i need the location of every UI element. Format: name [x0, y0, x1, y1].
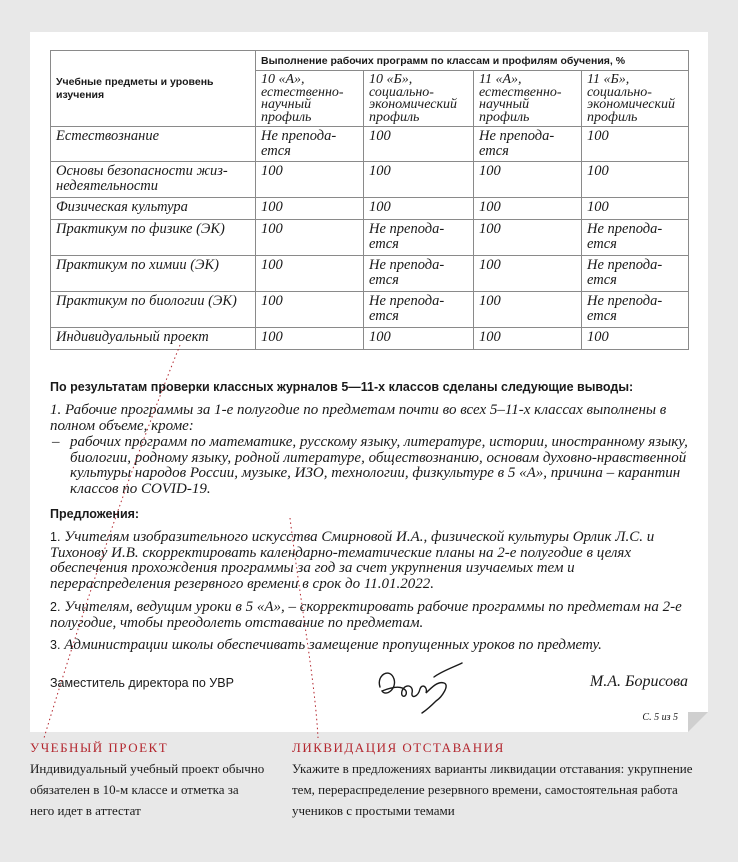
value-cell: Не препода-ется [364, 292, 474, 328]
note-body-backlog: Укажите в предложениях варианты ликвидации отставания: укрупнение тем, перераспределение резервного времени, самостоятельная работа учеников с простыми темами [292, 761, 693, 818]
subject-cell: Естествознание [51, 127, 256, 162]
value-cell: Не препода-ется [582, 220, 689, 256]
table-row [51, 162, 689, 198]
proposal-text: Учителям изобразительного искусства Смирновой И.А., физической культуры Орлик Л.С. и Тихонову И.В. скорректировать календарно-тематические планы на 2-е полугодие в целях обеспечения прохождения программы за год за счет укрупнения изучаемых тем и перераспределения резервного времени в срок до 11.01.2022. [50, 529, 655, 592]
conclusion-subitem-text: рабочих программ по математике, русскому языку, литературе, истории, иностранному языку, биологии, родному языку, родной литературе, обществознанию, основам духовно-нравственной культуры народов России, музыке, ИЗО, технологии, физкультуре в 5 «А», причина – карантин классов по COVID-19. [70, 434, 688, 497]
value-cell: 100 [256, 256, 364, 292]
document-sheet [30, 32, 708, 732]
value-cell: 100 [364, 162, 474, 198]
header-subject: Учебные предметы и уровень изучения [51, 51, 256, 127]
header-group: Выполнение рабочих программ по классам и профилям обучения, % [256, 51, 689, 71]
value-cell: 100 [256, 328, 364, 350]
conclusions-heading: По результатам проверки классных журналов 5—11-х классов сделаны следующие выводы: [50, 380, 634, 394]
value-cell: Не препода-ется [582, 256, 689, 292]
value-cell: 100 [364, 127, 474, 162]
value-cell: 100 [474, 220, 582, 256]
value-cell: 100 [364, 198, 474, 220]
value-cell: 100 [474, 256, 582, 292]
table-row [51, 220, 689, 256]
proposal-item [50, 530, 690, 592]
page-number: С. 5 из 5 [642, 712, 678, 723]
proposal-number: 2. [50, 600, 61, 614]
value-cell: Не препода-ется [256, 127, 364, 162]
value-cell: 100 [474, 162, 582, 198]
table-row [51, 328, 689, 350]
table-row [51, 292, 689, 328]
column-header: 10 «Б», социально-экономический профиль [364, 71, 474, 127]
proposal-number: 1. [50, 530, 61, 544]
note-body-project: Индивидуальный учебный проект обычно обязателен в 10-м классе и отметка за него идет в аттестат [30, 761, 265, 818]
column-header: 10 «А», естественно-научный профиль [256, 71, 364, 127]
value-cell: 100 [582, 127, 689, 162]
handwritten-signature [372, 657, 472, 717]
value-cell: 100 [256, 198, 364, 220]
signer-position: Заместитель директора по УВР [50, 676, 234, 690]
table-row [51, 256, 689, 292]
value-cell: 100 [582, 162, 689, 198]
proposal-item [50, 638, 690, 654]
value-cell: 100 [474, 198, 582, 220]
note-title-project: УЧЕБНЫЙ ПРОЕКТ [30, 740, 169, 755]
value-cell: 100 [364, 328, 474, 350]
table-row [51, 127, 689, 162]
value-cell: 100 [474, 328, 582, 350]
subject-cell: Основы безопасности жиз-недеятельности [51, 162, 256, 198]
proposal-item [50, 600, 690, 631]
note-title-backlog: ЛИКВИДАЦИЯ ОТСТАВАНИЯ [292, 740, 505, 755]
page-fold-corner [688, 712, 708, 732]
signer-name: М.А. Борисова [589, 673, 688, 690]
proposal-text: Учителям, ведущим уроки в 5 «А», – скорректировать рабочие программы по предметам на 2-е полугодие, чтобы преодолеть отставание по предметам. [50, 599, 682, 631]
value-cell: Не препода-ется [364, 220, 474, 256]
results-table [50, 50, 689, 350]
value-cell: Не препода-ется [582, 292, 689, 328]
proposal-text: Администрации школы обеспечивать замещение пропущенных уроков по предмету. [64, 637, 602, 653]
column-header: 11 «Б», социально-экономический профиль [582, 71, 689, 127]
column-header: 11 «А», естественно-научный профиль [474, 71, 582, 127]
value-cell: 100 [256, 162, 364, 198]
value-cell: 100 [474, 292, 582, 328]
value-cell: 100 [582, 328, 689, 350]
subject-cell: Индивидуальный проект [51, 328, 256, 350]
value-cell: Не препода-ется [364, 256, 474, 292]
value-cell: 100 [256, 220, 364, 256]
value-cell: Не препода-ется [474, 127, 582, 162]
value-cell: 100 [256, 292, 364, 328]
proposals-heading: Предложения: [50, 507, 140, 521]
value-cell: 100 [582, 198, 689, 220]
dash-marker: – [52, 434, 60, 450]
conclusion-subitem [50, 435, 710, 497]
table-row [51, 198, 689, 220]
proposal-number: 3. [50, 638, 61, 652]
subject-cell: Практикум по химии (ЭК) [51, 256, 256, 292]
subject-cell: Практикум по физике (ЭК) [51, 220, 256, 256]
subject-cell: Физическая культура [51, 198, 256, 220]
conclusion-item-1: 1. Рабочие программы за 1-е полугодие по предметам почти во всех 5–11-х классах выполнены в полном объеме, кроме: [50, 402, 667, 434]
subject-cell: Практикум по биологии (ЭК) [51, 292, 256, 328]
